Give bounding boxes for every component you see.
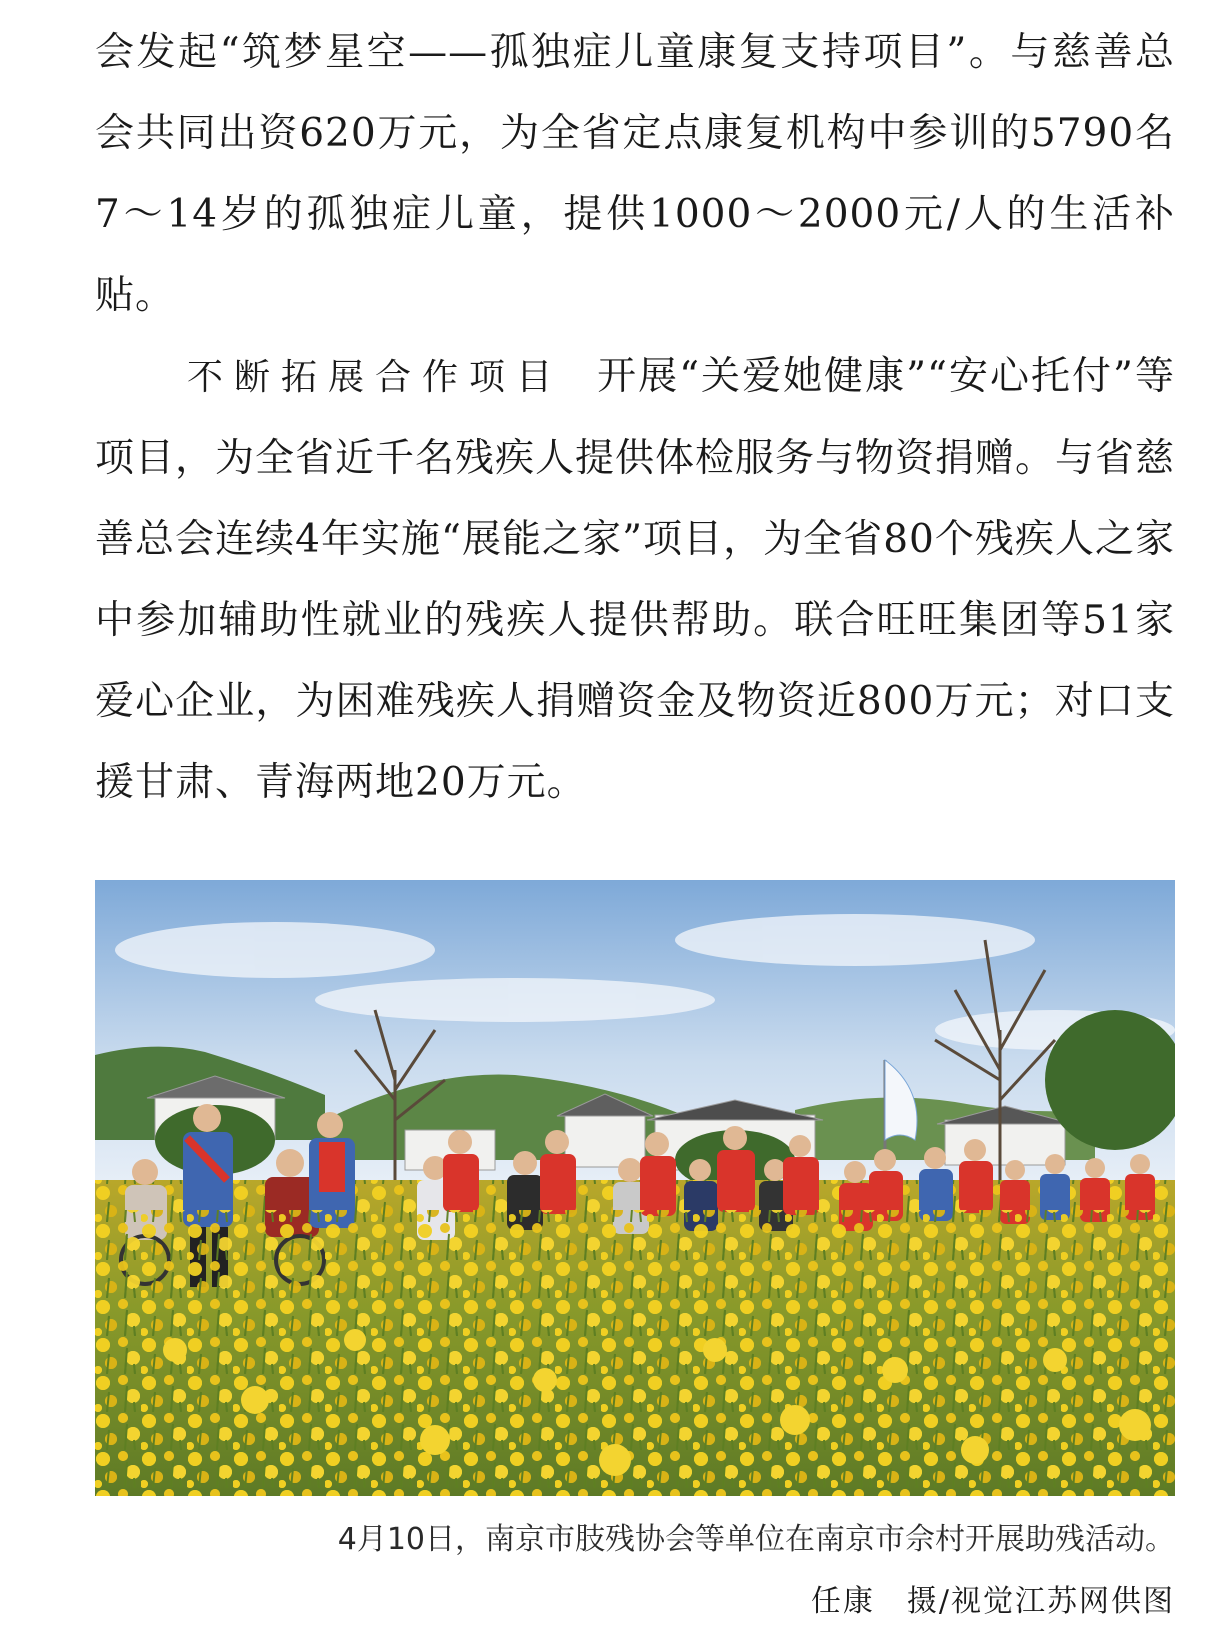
paragraph-2-heading: 不断拓展合作项目 (187, 357, 564, 398)
photo-caption: 4月10日，南京市肢残协会等单位在南京市佘村开展助残活动。 (337, 1522, 1175, 1557)
photo-illustration (95, 880, 1175, 1496)
photo-credit: 任康 摄/视觉江苏网供图 (810, 1584, 1175, 1619)
foreground-flowers (95, 1210, 1175, 1496)
paragraph-2 (95, 336, 1175, 823)
event-photo (95, 880, 1175, 1496)
article-body (95, 12, 1175, 823)
paragraph-2-body: 开展“关爱她健康”“安心托付”等项目，为全省近千名残疾人提供体检服务与物资捐赠。与省慈善总会连续4年实施“展能之家”项目，为全省80个残疾人之家中参加辅助性就业的残疾人提供帮助。联合旺旺集团等51家爱心企业，为困难残疾人捐赠资金及物资近800万元；对口支援甘肃、青海两地20万元。 (95, 354, 1176, 805)
paragraph-1: 会发起“筑梦星空——孤独症儿童康复支持项目”。与慈善总会共同出资620万元，为全省定点康复机构中参训的5790名7～14岁的孤独症儿童，提供1000～2000元/人的生活补贴。 (95, 30, 1175, 318)
